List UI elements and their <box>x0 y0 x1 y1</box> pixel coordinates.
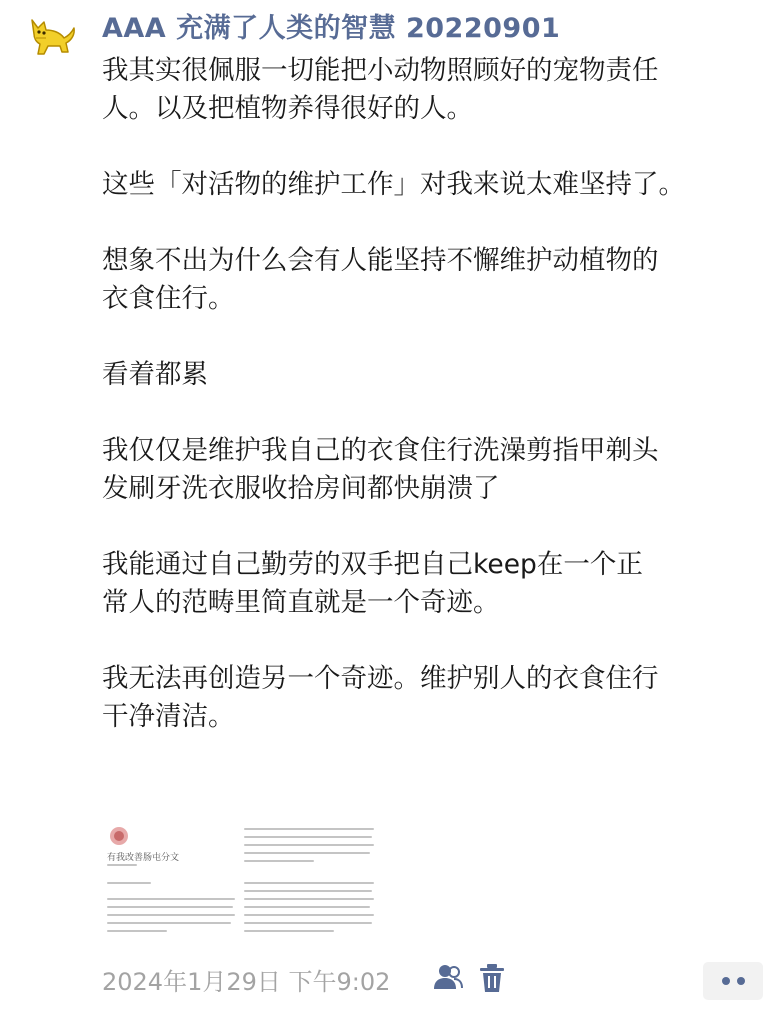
post-line: 想象不出为什么会有人能坚持不懈维护动植物的 <box>102 245 659 276</box>
attachment-title: 有我改善肠屯分文 <box>107 853 180 863</box>
post-line: 我其实很佩服一切能把小动物照顾好的宠物责任 <box>102 55 659 86</box>
post-line: 我无法再创造另一个奇迹。维护别人的衣食住行 <box>102 663 659 694</box>
more-dots-icon[interactable] <box>703 962 763 1000</box>
friends-icon[interactable] <box>432 962 464 992</box>
paragraph-gap <box>102 128 767 166</box>
post-line: 这些「对活物的维护工作」对我来说太难坚持了。 <box>102 169 685 200</box>
post-line: 发刷牙洗衣服收拾房间都快崩溃了 <box>102 473 500 504</box>
post-line: 衣食住行。 <box>102 283 235 314</box>
post-paragraph <box>102 52 767 128</box>
paragraph-gap <box>102 622 767 660</box>
cat-icon <box>22 10 78 58</box>
post-paragraph <box>102 242 767 318</box>
image-attachment[interactable] <box>102 822 379 945</box>
post-line: 常人的范畴里简直就是一个奇迹。 <box>102 587 500 618</box>
post-line: 我能通过自己勤劳的双手把自己keep在一个正 <box>102 549 643 580</box>
post-timestamp: 2024年1月29日 下午9:02 <box>102 968 391 996</box>
post-paragraph <box>102 432 767 508</box>
post-paragraph <box>102 546 767 622</box>
paragraph-gap <box>102 508 767 546</box>
post-line: 干净清洁。 <box>102 701 235 732</box>
paragraph-gap <box>102 394 767 432</box>
attachment-page-left <box>102 822 238 945</box>
avatar[interactable] <box>22 10 78 58</box>
author-name[interactable]: AAA 充满了人类的智慧 20220901 <box>102 13 561 44</box>
post-paragraph <box>102 166 767 204</box>
trash-icon[interactable] <box>478 962 506 994</box>
paragraph-gap <box>102 204 767 242</box>
post-line: 人。以及把植物养得很好的人。 <box>102 93 473 124</box>
paragraph-gap <box>102 318 767 356</box>
post-line: 我仅仅是维护我自己的衣食住行洗澡剪指甲剃头 <box>102 435 659 466</box>
post-paragraph <box>102 356 767 394</box>
attachment-page-right <box>242 822 378 945</box>
post-paragraph <box>102 660 767 736</box>
post-line: 看着都累 <box>102 359 208 390</box>
post-content <box>102 52 767 736</box>
